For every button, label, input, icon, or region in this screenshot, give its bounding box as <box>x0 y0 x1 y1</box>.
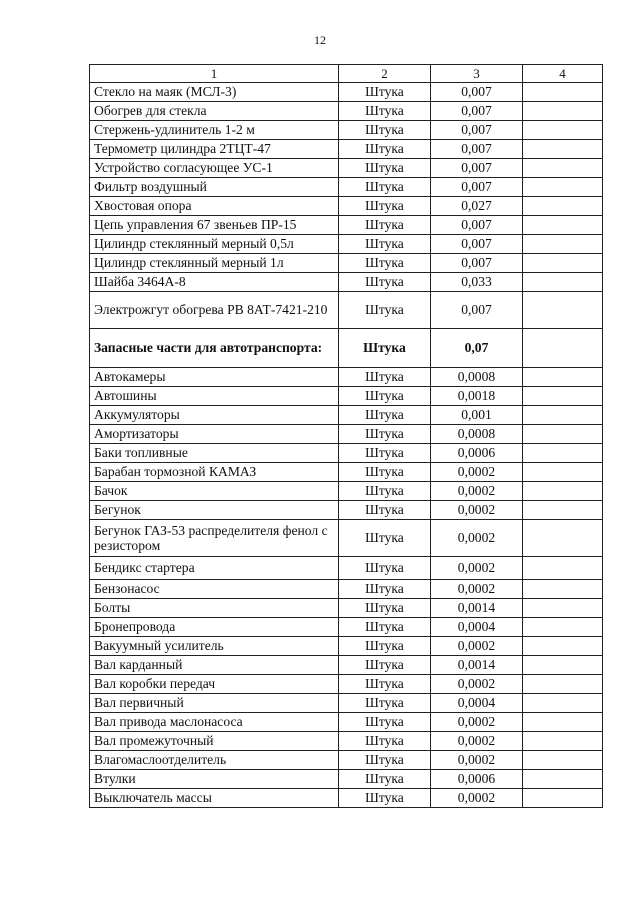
item-name-cell: Вакуумный усилитель <box>90 637 339 656</box>
table-row <box>90 273 603 292</box>
quantity-cell: 0,007 <box>431 140 523 159</box>
item-name-cell: Стекло на маяк (МСЛ-3) <box>90 83 339 102</box>
table-row <box>90 580 603 599</box>
unit-cell: Штука <box>339 292 431 329</box>
empty-cell <box>523 197 603 216</box>
quantity-cell: 0,007 <box>431 235 523 254</box>
item-name-cell: Бронепровода <box>90 618 339 637</box>
quantity-cell: 0,0002 <box>431 789 523 808</box>
quantity-cell: 0,007 <box>431 159 523 178</box>
unit-cell: Штука <box>339 618 431 637</box>
item-name-cell: Устройство согласующее УС-1 <box>90 159 339 178</box>
empty-cell <box>523 254 603 273</box>
empty-cell <box>523 159 603 178</box>
empty-cell <box>523 140 603 159</box>
empty-cell <box>523 387 603 406</box>
column-header-1: 1 <box>90 65 339 83</box>
quantity-cell: 0,0014 <box>431 599 523 618</box>
quantity-cell: 0,027 <box>431 197 523 216</box>
table-row <box>90 482 603 501</box>
item-name-cell: Втулки <box>90 770 339 789</box>
item-name-cell: Барабан тормозной КАМАЗ <box>90 463 339 482</box>
item-name-cell: Вал первичный <box>90 694 339 713</box>
empty-cell <box>523 121 603 140</box>
table-row <box>90 292 603 329</box>
unit-cell: Штука <box>339 599 431 618</box>
item-name-cell: Бегунок <box>90 501 339 520</box>
quantity-cell: 0,0002 <box>431 637 523 656</box>
empty-cell <box>523 656 603 675</box>
item-name-cell: Обогрев для стекла <box>90 102 339 121</box>
item-name-cell: Запасные части для автотранспорта: <box>90 329 339 368</box>
unit-cell: Штука <box>339 463 431 482</box>
column-header-2: 2 <box>339 65 431 83</box>
empty-cell <box>523 675 603 694</box>
empty-cell <box>523 406 603 425</box>
item-name-cell: Баки топливные <box>90 444 339 463</box>
table-row <box>90 425 603 444</box>
unit-cell: Штука <box>339 732 431 751</box>
item-name-cell: Цилиндр стеклянный мерный 1л <box>90 254 339 273</box>
table-row <box>90 235 603 254</box>
table-row <box>90 789 603 808</box>
table-header-row <box>90 65 603 83</box>
empty-cell <box>523 83 603 102</box>
quantity-cell: 0,07 <box>431 329 523 368</box>
empty-cell <box>523 216 603 235</box>
unit-cell: Штука <box>339 273 431 292</box>
item-name-cell: Бегунок ГАЗ-53 распределителя фенол с резистором <box>90 520 339 557</box>
table-row <box>90 751 603 770</box>
item-name-cell: Цилиндр стеклянный мерный 0,5л <box>90 235 339 254</box>
table-row <box>90 463 603 482</box>
quantity-cell: 0,007 <box>431 102 523 121</box>
unit-cell: Штука <box>339 406 431 425</box>
empty-cell <box>523 463 603 482</box>
unit-cell: Штука <box>339 368 431 387</box>
item-name-cell: Бачок <box>90 482 339 501</box>
unit-cell: Штука <box>339 140 431 159</box>
empty-cell <box>523 599 603 618</box>
quantity-cell: 0,007 <box>431 83 523 102</box>
empty-cell <box>523 329 603 368</box>
quantity-cell: 0,0002 <box>431 732 523 751</box>
unit-cell: Штука <box>339 235 431 254</box>
item-name-cell: Выключатель массы <box>90 789 339 808</box>
table-row <box>90 520 603 557</box>
quantity-cell: 0,007 <box>431 121 523 140</box>
quantity-cell: 0,0002 <box>431 675 523 694</box>
item-name-cell: Фильтр воздушный <box>90 178 339 197</box>
unit-cell: Штука <box>339 770 431 789</box>
item-name-cell: Автокамеры <box>90 368 339 387</box>
unit-cell: Штука <box>339 694 431 713</box>
table-row <box>90 121 603 140</box>
unit-cell: Штука <box>339 83 431 102</box>
table-row <box>90 178 603 197</box>
table-row <box>90 557 603 580</box>
unit-cell: Штука <box>339 501 431 520</box>
quantity-cell: 0,0002 <box>431 557 523 580</box>
unit-cell: Штука <box>339 557 431 580</box>
quantity-cell: 0,007 <box>431 292 523 329</box>
item-name-cell: Цепь управления 67 звеньев ПР-15 <box>90 216 339 235</box>
table-row <box>90 637 603 656</box>
table-row <box>90 254 603 273</box>
table-row <box>90 159 603 178</box>
table-row <box>90 83 603 102</box>
item-name-cell: Влагомаслоотделитель <box>90 751 339 770</box>
unit-cell: Штука <box>339 254 431 273</box>
item-name-cell: Амортизаторы <box>90 425 339 444</box>
table-row <box>90 444 603 463</box>
empty-cell <box>523 501 603 520</box>
quantity-cell: 0,0002 <box>431 751 523 770</box>
quantity-cell: 0,0002 <box>431 463 523 482</box>
item-name-cell: Хвостовая опора <box>90 197 339 216</box>
page-number: 12 <box>314 33 326 47</box>
empty-cell <box>523 770 603 789</box>
table-row <box>90 675 603 694</box>
item-name-cell: Вал карданный <box>90 656 339 675</box>
quantity-cell: 0,007 <box>431 178 523 197</box>
quantity-cell: 0,0002 <box>431 580 523 599</box>
unit-cell: Штука <box>339 197 431 216</box>
empty-cell <box>523 102 603 121</box>
table-row <box>90 501 603 520</box>
item-name-cell: Вал промежуточный <box>90 732 339 751</box>
quantity-cell: 0,0002 <box>431 520 523 557</box>
quantity-cell: 0,0006 <box>431 444 523 463</box>
quantity-cell: 0,0002 <box>431 713 523 732</box>
unit-cell: Штука <box>339 425 431 444</box>
empty-cell <box>523 178 603 197</box>
table-row <box>90 732 603 751</box>
column-header-3: 3 <box>431 65 523 83</box>
table-row <box>90 216 603 235</box>
unit-cell: Штука <box>339 637 431 656</box>
table-row <box>90 197 603 216</box>
empty-cell <box>523 520 603 557</box>
table-row <box>90 713 603 732</box>
empty-cell <box>523 557 603 580</box>
unit-cell: Штука <box>339 121 431 140</box>
unit-cell: Штука <box>339 713 431 732</box>
unit-cell: Штука <box>339 520 431 557</box>
unit-cell: Штука <box>339 751 431 770</box>
unit-cell: Штука <box>339 387 431 406</box>
empty-cell <box>523 425 603 444</box>
empty-cell <box>523 273 603 292</box>
table-row <box>90 694 603 713</box>
table-section-row <box>90 329 603 368</box>
item-name-cell: Термометр цилиндра 2ТЦТ-47 <box>90 140 339 159</box>
item-name-cell: Болты <box>90 599 339 618</box>
spare-parts-table <box>89 64 603 808</box>
column-header-4: 4 <box>523 65 603 83</box>
item-name-cell: Вал привода маслонасоса <box>90 713 339 732</box>
unit-cell: Штука <box>339 580 431 599</box>
unit-cell: Штука <box>339 656 431 675</box>
empty-cell <box>523 637 603 656</box>
item-name-cell: Стержень-удлинитель 1-2 м <box>90 121 339 140</box>
empty-cell <box>523 444 603 463</box>
quantity-cell: 0,0006 <box>431 770 523 789</box>
unit-cell: Штука <box>339 675 431 694</box>
empty-cell <box>523 618 603 637</box>
quantity-cell: 0,0008 <box>431 368 523 387</box>
item-name-cell: Бензонасос <box>90 580 339 599</box>
item-name-cell: Шайба 3464А-8 <box>90 273 339 292</box>
unit-cell: Штука <box>339 102 431 121</box>
quantity-cell: 0,0018 <box>431 387 523 406</box>
quantity-cell: 0,033 <box>431 273 523 292</box>
quantity-cell: 0,007 <box>431 254 523 273</box>
empty-cell <box>523 580 603 599</box>
unit-cell: Штука <box>339 178 431 197</box>
unit-cell: Штука <box>339 329 431 368</box>
empty-cell <box>523 789 603 808</box>
table-row <box>90 406 603 425</box>
empty-cell <box>523 751 603 770</box>
table-row <box>90 618 603 637</box>
item-name-cell: Аккумуляторы <box>90 406 339 425</box>
item-name-cell: Вал коробки передач <box>90 675 339 694</box>
empty-cell <box>523 732 603 751</box>
item-name-cell: Автошины <box>90 387 339 406</box>
table-row <box>90 387 603 406</box>
item-name-cell: Бендикс стартера <box>90 557 339 580</box>
empty-cell <box>523 482 603 501</box>
table-row <box>90 102 603 121</box>
empty-cell <box>523 235 603 254</box>
unit-cell: Штука <box>339 159 431 178</box>
unit-cell: Штука <box>339 482 431 501</box>
table-row <box>90 770 603 789</box>
empty-cell <box>523 292 603 329</box>
unit-cell: Штука <box>339 216 431 235</box>
empty-cell <box>523 713 603 732</box>
quantity-cell: 0,0002 <box>431 501 523 520</box>
item-name-cell: Электрожгут обогрева РВ 8АТ-7421-210 <box>90 292 339 329</box>
unit-cell: Штука <box>339 789 431 808</box>
quantity-cell: 0,007 <box>431 216 523 235</box>
table-row <box>90 368 603 387</box>
quantity-cell: 0,0004 <box>431 694 523 713</box>
empty-cell <box>523 694 603 713</box>
quantity-cell: 0,0002 <box>431 482 523 501</box>
table-row <box>90 599 603 618</box>
quantity-cell: 0,0014 <box>431 656 523 675</box>
table-row <box>90 140 603 159</box>
unit-cell: Штука <box>339 444 431 463</box>
quantity-cell: 0,0004 <box>431 618 523 637</box>
quantity-cell: 0,0008 <box>431 425 523 444</box>
quantity-cell: 0,001 <box>431 406 523 425</box>
table-row <box>90 656 603 675</box>
empty-cell <box>523 368 603 387</box>
